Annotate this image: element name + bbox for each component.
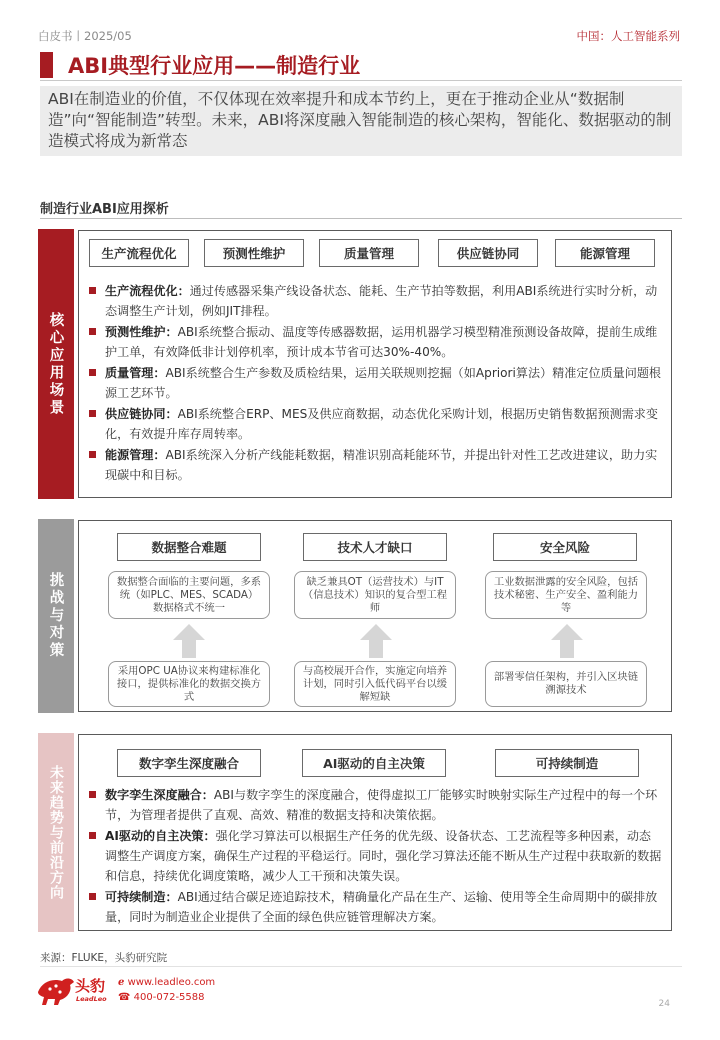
trend-bullet-list	[87, 785, 663, 928]
challenges-panel	[78, 520, 672, 712]
phone-contact	[118, 992, 205, 1003]
trend-bullet	[87, 826, 663, 886]
up-arrow-icon	[551, 624, 583, 658]
doc-meta: 白皮书丨2025/05	[38, 29, 132, 43]
up-arrow-icon	[360, 624, 392, 658]
summary-box: ABI在制造业的价值，不仅体现在效率提升和成本节约上，更在于推动企业从“数据制造”向“智能制造”转型。未来，ABI将深度融入智能制造的核心架构，智能化、数据驱动的制造模式将成为新常态	[40, 86, 682, 156]
core-tag: 供应链协同	[438, 239, 538, 267]
phone-text: 400-072-5588	[133, 992, 205, 1003]
bullet-term: 能源管理：	[105, 448, 166, 462]
bullet-term: 预测性维护：	[105, 325, 178, 339]
challenge-solution: 部署零信任架构，并引入区块链溯源技术	[485, 661, 647, 707]
brand-name-en: LeadLeo	[76, 995, 107, 1003]
side-label-challenges	[38, 519, 74, 713]
core-bullet-list	[87, 281, 663, 486]
side-label-core	[38, 229, 74, 499]
challenge-problem: 数据整合面临的主要问题，多系统（如PLC、MES、SCADA）数据格式不统一	[108, 571, 270, 619]
challenge-solution: 采用OPC UA协议来构建标准化接口，提供标准化的数据交换方式	[108, 661, 270, 707]
core-tag: 生产流程优化	[89, 239, 189, 267]
phone-icon: ☎	[118, 992, 131, 1003]
footer-divider	[40, 966, 682, 967]
page-number: 24	[658, 999, 670, 1009]
side-label-trends-text: 未来趋势与前沿方向	[48, 765, 64, 900]
bullet-text: ABI系统整合ERP、MES及供应商数据，动态优化采购计划，根据历史销售数据预测需求变化，有效提升库存周转率。	[105, 407, 658, 441]
bullet-text: ABI与数字孪生的深度融合，使得虚拟工厂能够实时映射实际生产过程中的每一个环节，为管理者提供了直观、高效、精准的数据支持和决策依据。	[105, 788, 658, 822]
website-text: www.leadleo.com	[127, 977, 216, 988]
trend-tag: 数字孪生深度融合	[117, 749, 261, 777]
source-note: 来源：FLUKE，头豹研究院	[40, 952, 168, 964]
challenge-title: 技术人才缺口	[303, 533, 447, 561]
section-heading: 制造行业ABI应用探析	[40, 202, 169, 217]
trends-panel	[78, 734, 672, 931]
bullet-term: 生产流程优化：	[105, 284, 190, 298]
core-bullet	[87, 445, 663, 485]
bullet-term: 可持续制造：	[105, 890, 178, 904]
core-bullet	[87, 404, 663, 444]
trend-bullet	[87, 785, 663, 825]
side-label-challenges-text: 挑战与对策	[47, 572, 64, 660]
challenge-title: 数据整合难题	[117, 533, 261, 561]
brand-name-cn: 头豹	[75, 977, 106, 995]
up-arrow-icon	[173, 624, 205, 658]
bullet-text: ABI系统深入分析产线能耗数据，精准识别高耗能环节，并提出针对性工艺改进建议，助力实现碳中和目标。	[105, 448, 658, 482]
website-link[interactable]	[118, 977, 215, 988]
challenge-problem: 缺乏兼具OT（运营技术）与IT（信息技术）知识的复合型工程师	[294, 571, 456, 619]
core-panel	[78, 230, 672, 498]
title-marker	[40, 52, 53, 78]
side-label-core-text: 核心应用场景	[47, 311, 64, 417]
challenge-problem: 工业数据泄露的安全风险，包括技术秘密、生产安全、盈利能力等	[485, 571, 647, 619]
trend-tag: AI驱动的自主决策	[302, 749, 446, 777]
challenge-solution: 与高校展开合作，实施定向培养计划，同时引入低代码平台以缓解短缺	[294, 661, 456, 707]
core-tag: 能源管理	[555, 239, 655, 267]
series-name: 中国：人工智能系列	[576, 29, 680, 43]
challenge-title: 安全风险	[493, 533, 637, 561]
bullet-text: ABI系统整合生产参数及质检结果，运用关联规则挖掘（如Apriori算法）精准定位质量问题根源工艺环节。	[105, 366, 662, 400]
section-divider	[40, 218, 682, 219]
trend-tag: 可持续制造	[495, 749, 639, 777]
bullet-term: 数字孪生深度融合：	[105, 788, 214, 802]
core-bullet	[87, 281, 663, 321]
title-divider	[40, 80, 682, 81]
core-tag: 质量管理	[319, 239, 419, 267]
bullet-text: 强化学习算法可以根据生产任务的优先级、设备状态、工艺流程等多种因素，动态调整生产调度方案，确保生产过程的平稳运行。同时，强化学习算法还能不断从生产过程中获取新的数据和信息，持续优化调度策略，减少人工干预和决策失误。	[105, 829, 662, 883]
bullet-text: ABI系统整合振动、温度等传感器数据，运用机器学习模型精准预测设备故障，提前生成维护工单，有效降低非计划停机率，预计成本节省可达30%-40%。	[105, 325, 658, 359]
bullet-text: 通过传感器采集产线设备状态、能耗、生产节拍等数据，利用ABI系统进行实时分析，动态调整生产计划，例如JIT排程。	[105, 284, 658, 318]
trend-bullet	[87, 887, 663, 927]
bullet-text: ABI通过结合碳足迹追踪技术，精确量化产品在生产、运输、使用等全生命周期中的碳排放量，同时为制造业企业提供了全面的绿色供应链管理解决方案。	[105, 890, 658, 924]
page-title: ABI典型行业应用——制造行业	[68, 54, 361, 78]
side-label-trends	[38, 733, 74, 932]
bullet-term: 质量管理：	[105, 366, 166, 380]
core-bullet	[87, 322, 663, 362]
bullet-term: AI驱动的自主决策：	[105, 829, 216, 843]
core-bullet	[87, 363, 663, 403]
core-tag: 预测性维护	[204, 239, 304, 267]
e-icon: ℯ	[118, 977, 125, 988]
bullet-term: 供应链协同：	[105, 407, 178, 421]
